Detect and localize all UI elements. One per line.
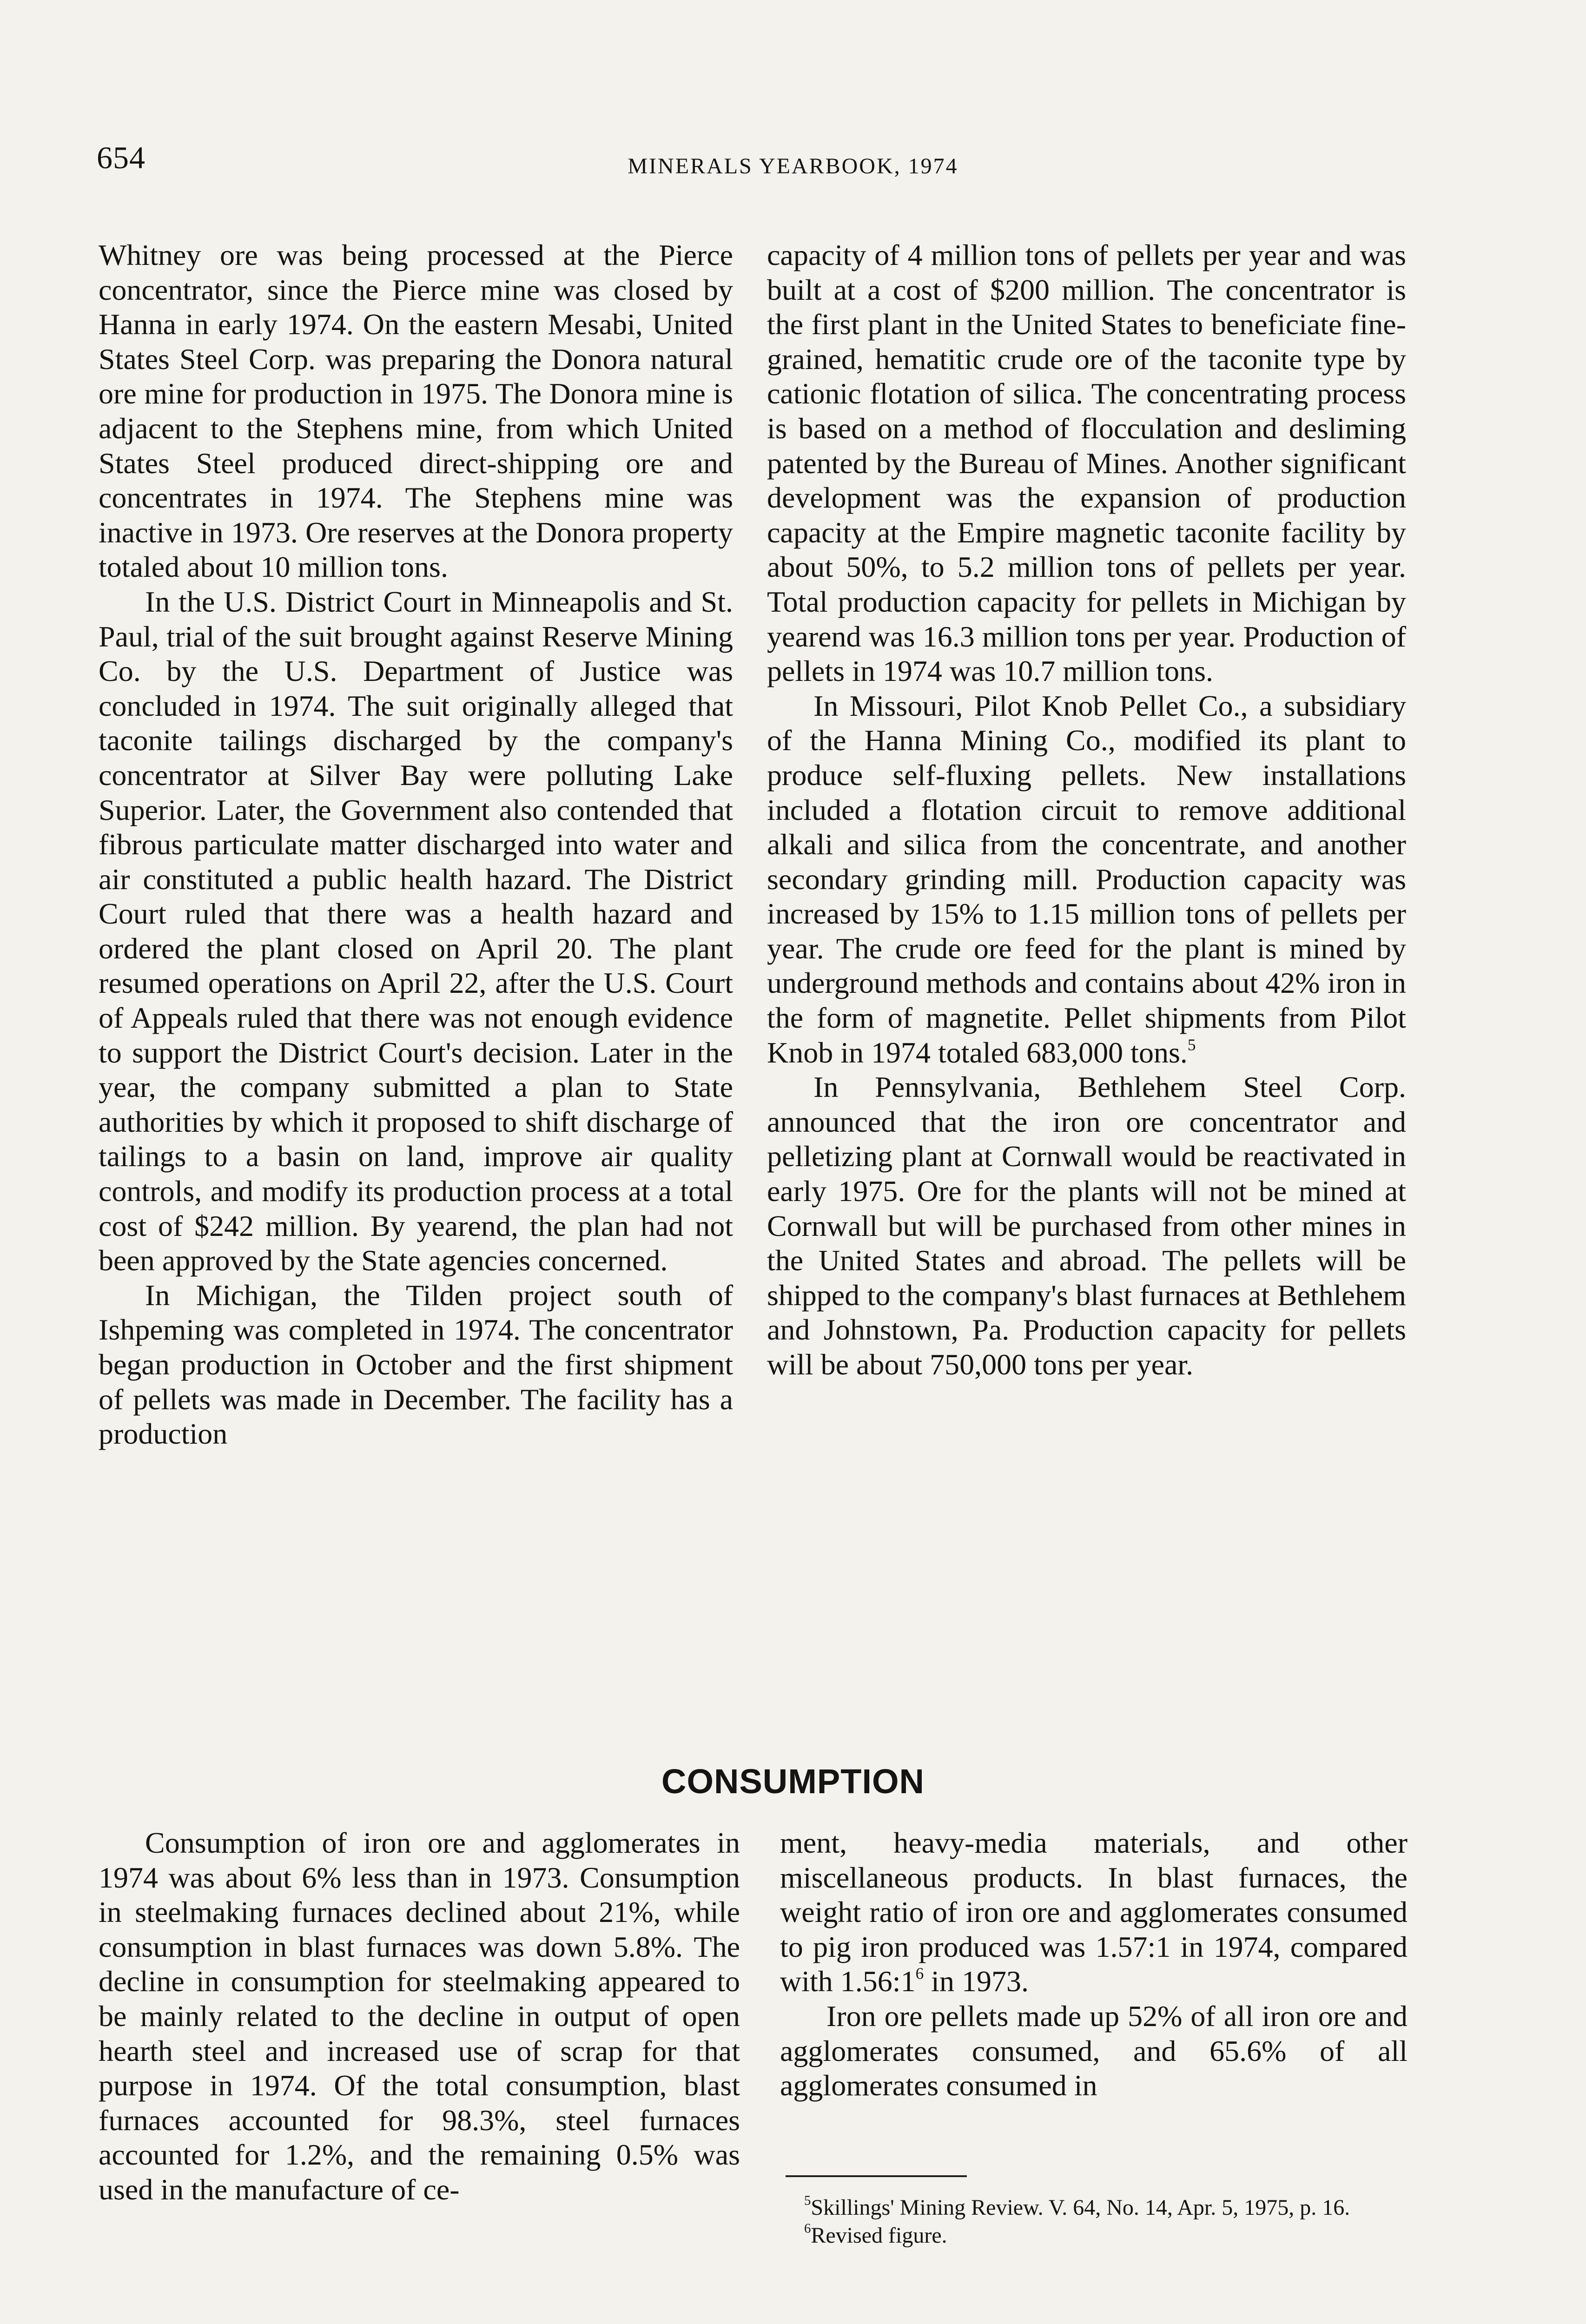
footnotes — [786, 2194, 1404, 2250]
footnote-mark-5: 5 — [804, 2193, 811, 2208]
paragraph-missouri — [767, 689, 1406, 1070]
paragraph-mesabi: Whitney ore was being processed at the Pierce concentrator, since the Pierce mine was closed by Hanna in early 1974. On the eastern Mesabi, United States Steel Corp. was preparing the Donora natural ore mine for production in 1975. The Donora mine is adjacent to the Stephens mine, from which United States Steel produced direct-shipping ore and concentrates in 1974. The Stephens mine was inactive in 1973. Ore reserves at the Donora property totaled about 10 million tons. — [99, 238, 733, 584]
footnote-6-text: Revised figure. — [811, 2223, 947, 2248]
paragraph-pellets-share: Iron ore pellets made up 52% of all iron ore and agglomerates consumed, and 65.6% of all agglomerates consumed in — [780, 1999, 1408, 2102]
bottom-right-column — [780, 1826, 1408, 2103]
section-heading-consumption: CONSUMPTION — [661, 1762, 925, 1801]
footnote-5 — [786, 2194, 1404, 2222]
running-title: MINERALS YEARBOOK, 1974 — [628, 154, 958, 178]
footnote-5-text: Skillings' Mining Review. V. 64, No. 14, Apr. 5, 1975, p. 16. — [811, 2195, 1350, 2220]
paragraph-michigan: In Michigan, the Tilden project south of Ishpeming was completed in 1974. The concentrator began production in October and the first shipment of pellets was made in December. The facility has a production — [99, 1278, 733, 1451]
paragraph-blast-furnaces — [780, 1826, 1408, 1999]
footnote-mark-6: 6 — [804, 2221, 811, 2236]
blast-furnace-tail: in 1973. — [924, 1965, 1029, 1998]
footnote-6 — [786, 2222, 1404, 2250]
paragraph-pennsylvania: In Pennsylvania, Bethlehem Steel Corp. announced that the iron ore concentrator and pelletizing plant at Cornwall would be reactivated in early 1975. Ore for the plants will not be mined at Cornwall but will be purchased from other mines in the United States and abroad. The pellets will be shipped to the company's blast furnaces at Bethlehem and Johnstown, Pa. Production capacity for pellets will be about 750,000 tons per year. — [767, 1070, 1406, 1381]
blast-furnace-text: ment, heavy-media materials, and other miscellaneous products. In blast furnaces, the weight ratio of iron ore and agglomerates consumed to pig iron produced was 1.57:1 in 1974, compared with 1.56:1 — [780, 1826, 1408, 1998]
paragraph-consumption: Consumption of iron ore and agglomerates in 1974 was about 6% less than in 1973. Consumption in steelmaking furnaces declined about 21%, while consumption in blast furnaces was down 5.8%. The decline in consumption for steelmaking appeared to be mainly related to the decline in output of open hearth steel and increased use of scrap for that purpose in 1974. Of the total consumption, blast furnaces accounted for 98.3%, steel furnaces accounted for 1.2%, and the remaining 0.5% was used in the manufacture of ce- — [99, 1826, 740, 2206]
top-right-column — [767, 238, 1406, 1382]
footnote-divider — [786, 2175, 967, 2177]
footnote-ref-6: 6 — [915, 1964, 924, 1983]
paragraph-tilden-capacity: capacity of 4 million tons of pellets per year and was built at a cost of $200 million. The concentrator is the first plant in the United States to beneficiate fine-grained, hematitic crude ore of the taconite type by cationic flotation of silica. The concentrating process is based on a method of flocculation and desliming patented by the Bureau of Mines. Another significant development was the expansion of production capacity at the Empire magnetic taconite facility by about 50%, to 5.2 million tons of pellets per year. Total production capacity for pellets in Michigan by yearend was 16.3 million tons per year. Production of pellets in 1974 was 10.7 million tons. — [767, 238, 1406, 688]
bottom-left-column — [99, 1826, 740, 2207]
paragraph-reserve-mining: In the U.S. District Court in Minneapolis and St. Paul, trial of the suit brought against Reserve Mining Co. by the U.S. Department of Justice was concluded in 1974. The suit originally alleged that taconite tailings discharged by the company's concentrator at Silver Bay were polluting Lake Superior. Later, the Government also contended that fibrous particulate matter discharged into water and air constituted a public health hazard. The District Court ruled that there was a health hazard and ordered the plant closed on April 20. The plant resumed operations on April 22, after the U.S. Court of Appeals ruled that there was not enough evidence to support the District Court's decision. Later in the year, the company submitted a plan to State authorities by which it proposed to shift discharge of tailings to a basin on land, improve air quality controls, and modify its production process at a total cost of $242 million. By yearend, the plan had not been approved by the State agencies concerned. — [99, 585, 733, 1277]
footnote-ref-5: 5 — [1187, 1036, 1196, 1054]
missouri-text: In Missouri, Pilot Knob Pellet Co., a subsidiary of the Hanna Mining Co., modified its plant to produce self-fluxing pellets. New installations included a flotation circuit to remove additional alkali and silica from the concentrate, and another secondary grinding mill. Production capacity was increased by 15% to 1.15 million tons of pellets per year. The crude ore feed for the plant is mined by underground methods and contains about 42% iron in the form of magnetite. Pellet shipments from Pilot Knob in 1974 totaled 683,000 tons. — [767, 689, 1406, 1069]
top-left-column — [99, 238, 733, 1452]
page-number: 654 — [97, 140, 145, 175]
